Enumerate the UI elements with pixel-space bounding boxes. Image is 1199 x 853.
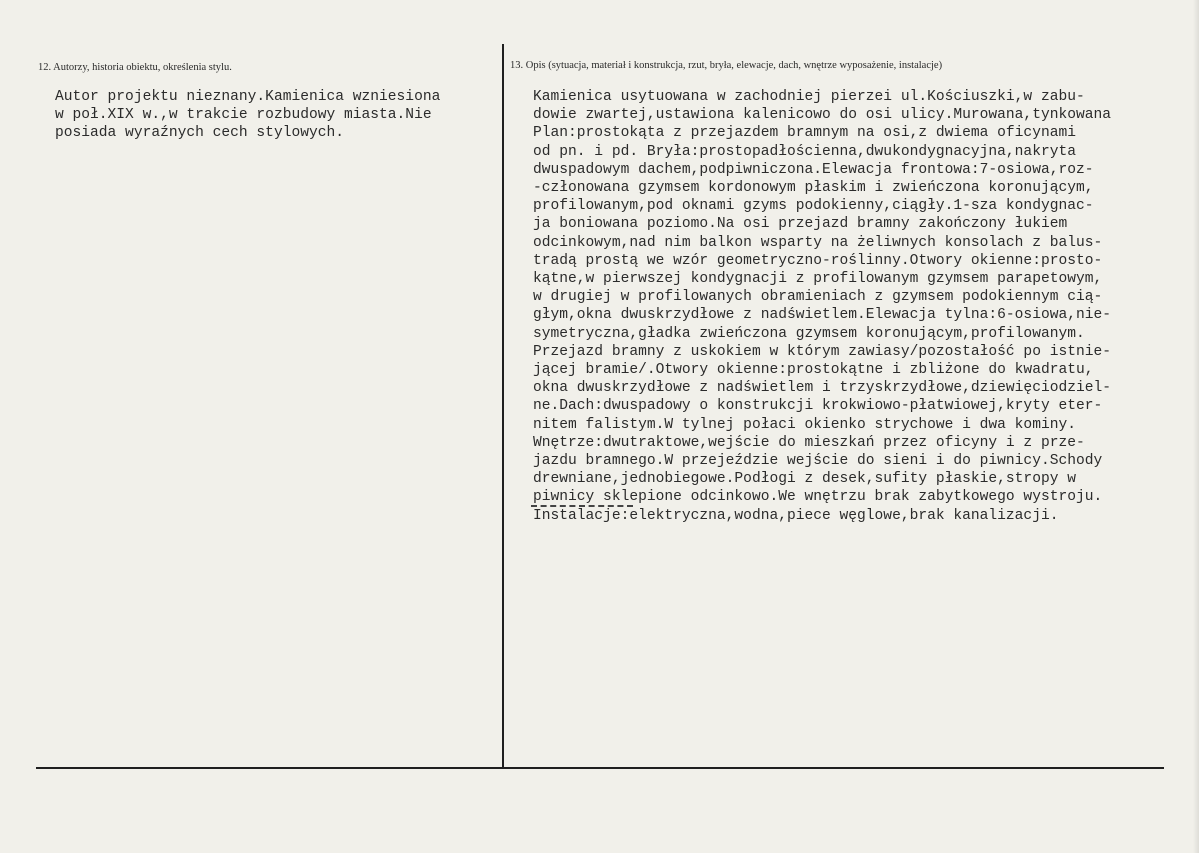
typed-line: odcinkowym,nad nim balkon wsparty na żeliwnych konsolach z balus- bbox=[533, 234, 1103, 251]
typed-line: posiada wyraźnych cech stylowych. bbox=[55, 125, 345, 142]
typed-line: okna dwuskrzydłowe z nadświetlem i trzyskrzydłowe,dziewięciodziel- bbox=[533, 380, 1112, 397]
field-13-text bbox=[533, 88, 1111, 525]
typed-line: piwnicy sklepione odcinkowo.We wnętrzu brak zabytkowego wystroju. bbox=[533, 489, 1103, 506]
typed-line: głym,okna dwuskrzydłowe z nadświetlem.Elewacja tylna:6-osiowa,nie- bbox=[533, 307, 1112, 324]
typed-line: -członowana gzymsem kordonowym płaskim i zwieńczona koronującym, bbox=[533, 180, 1094, 197]
bottom-rule bbox=[36, 767, 1164, 769]
typed-line: w poł.XIX w.,w trakcie rozbudowy miasta.Nie bbox=[55, 107, 432, 124]
typed-line: nitem falistym.W tylnej połaci okienko strychowe i dwa kominy. bbox=[533, 416, 1076, 433]
typed-line: ne.Dach:dwuspadowy o konstrukcji krokwiowo-płatwiowej,kryty eter- bbox=[533, 398, 1103, 415]
page-edge-shadow bbox=[1193, 0, 1199, 853]
typed-line: symetryczna,gładka zwieńczona gzymsem koronującym,profilowanym. bbox=[533, 325, 1085, 342]
end-dash-rule bbox=[531, 505, 633, 507]
typed-line: Wnętrze:dwutraktowe,wejście do mieszkań przez oficyny i z prze- bbox=[533, 434, 1085, 451]
typed-line: kątne,w pierwszej kondygnacji z profilowanym gzymsem parapetowym, bbox=[533, 271, 1103, 288]
typed-line: Instalacje:elektryczna,wodna,piece węglowe,brak kanalizacji. bbox=[533, 507, 1059, 524]
typed-line: tradą prostą we wzór geometryczno-roślinny.Otwory okienne:prosto- bbox=[533, 252, 1103, 269]
column-divider bbox=[502, 44, 504, 767]
typed-line: Kamienica usytuowana w zachodniej pierzei ul.Kościuszki,w zabu- bbox=[533, 89, 1085, 105]
typed-line: dwuspadowym dachem,podpiwniczona.Elewacja frontowa:7-osiowa,roz- bbox=[533, 161, 1094, 178]
typed-line: profilowanym,pod oknami gzyms podokienny,ciągły.1-sza kondygnac- bbox=[533, 198, 1094, 215]
typed-line: w drugiej w profilowanych obramieniach z gzymsem podokiennym cią- bbox=[533, 289, 1103, 306]
typed-line: jącej bramie/.Otwory okienne:prostokątne i zbliżone do kwadratu, bbox=[533, 362, 1094, 379]
typed-line: drewniane,jednobiegowe.Podłogi z desek,sufity płaskie,stropy w bbox=[533, 471, 1076, 488]
field-12-text bbox=[55, 88, 440, 143]
typed-line: dowie zwartej,ustawiona kalenicowo do osi ulicy.Murowana,tynkowana bbox=[533, 107, 1112, 124]
typed-line: ja boniowana poziomo.Na osi przejazd bramny zakończony łukiem bbox=[533, 216, 1068, 233]
typed-line: Przejazd bramny z uskokiem w którym zawiasy/pozostałość po istnie- bbox=[533, 343, 1112, 360]
typed-line: Autor projektu nieznany.Kamienica wzniesiona bbox=[55, 89, 441, 105]
field-12-label: 12. Autorzy, historia obiektu, określenia stylu. bbox=[38, 62, 232, 73]
field-13-label: 13. Opis (sytuacja, materiał i konstrukcja, rzut, bryła, elewacje, dach, wnętrze wyposażenie, instalacje) bbox=[510, 60, 943, 71]
typed-line: od pn. i pd. Bryła:prostopadłościenna,dwukondygnacyjna,nakryta bbox=[533, 143, 1076, 160]
typed-line: jazdu bramnego.W przejeździe wejście do sieni i do piwnicy.Schody bbox=[533, 453, 1103, 470]
typed-line: Plan:prostokąta z przejazdem bramnym na osi,z dwiema oficynami bbox=[533, 125, 1076, 142]
